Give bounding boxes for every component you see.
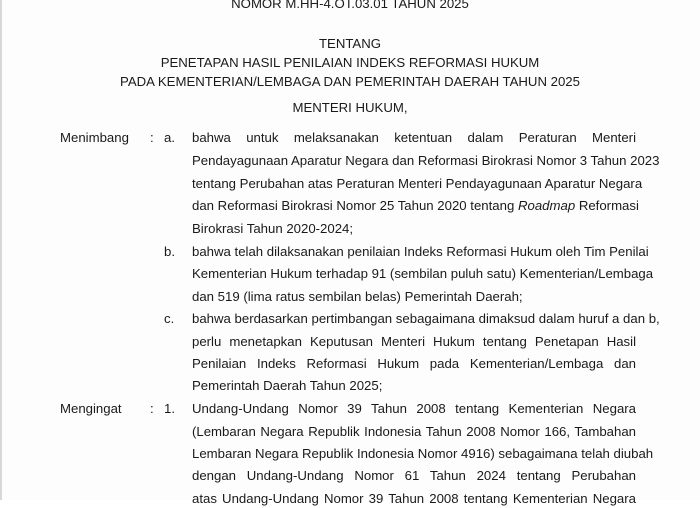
- item-text-line: Pendayagunaan Aparatur Negara dan Reformasi Birokrasi Nomor 3 Tahun 2023: [192, 153, 660, 168]
- item-text-line: bahwa berdasarkan pertimbangan sebagaimana dimaksud dalam huruf a dan b,: [192, 311, 660, 326]
- item-text-line: (Lembaran Negara Republik Indonesia Tahun 2008 Nomor 166, Tambahan: [192, 424, 636, 439]
- item-text-line: atas Undang-Undang Nomor 39 Tahun 2008 tentang Kementerian Negara: [192, 491, 636, 506]
- item-text-line: bahwa telah dilaksanakan penilaian Indeks Reformasi Hukum oleh Tim Penilai: [192, 244, 649, 259]
- item-marker: c.: [164, 311, 175, 326]
- menimbang-colon: :: [150, 130, 154, 145]
- item-text-line: perlu menetapkan Keputusan Menteri Hukum tentang Penetapan Hasil: [192, 334, 636, 349]
- item-text-line: dan 519 (lima ratus sembilan belas) Pemerintah Daerah;: [192, 289, 523, 304]
- item-text-line: Undang-Undang Nomor 39 Tahun 2008 tentang Kementerian Negara: [192, 401, 636, 416]
- item-text-line: Kementerian Hukum terhadap 91 (sembilan puluh satu) Kementerian/Lembaga: [192, 266, 654, 281]
- item-text-line: Penilaian Indeks Reformasi Hukum pada Kementerian/Lembaga dan: [192, 356, 636, 371]
- decree-number: NOMOR M.HH-4.OT.03.01 TAHUN 2025: [231, 0, 469, 11]
- item-text-line: Pemerintah Daerah Tahun 2025;: [192, 378, 383, 393]
- item-text-line: dengan Undang-Undang Nomor 61 Tahun 2024 tentang Perubahan: [192, 468, 636, 483]
- item-text-line: Lembaran Negara Republik Indonesia Nomor 4916) sebagaimana telah diubah: [192, 446, 654, 461]
- decree-title-line-1: PENETAPAN HASIL PENILAIAN INDEKS REFORMASI HUKUM: [160, 55, 540, 70]
- item-marker: 1.: [164, 401, 175, 416]
- item-text-line: tentang Perubahan atas Peraturan Menteri Pendayagunaan Aparatur Negara: [192, 176, 643, 191]
- item-text-line-with-italic: [192, 197, 639, 215]
- item-text-segment: dan Reformasi Birokrasi Nomor 25 Tahun 2020 tentang: [192, 198, 518, 213]
- decree-title-line-2: PADA KEMENTERIAN/LEMBAGA DAN PEMERINTAH DAERAH TAHUN 2025: [120, 74, 580, 89]
- italic-term-roadmap: Roadmap: [517, 198, 576, 213]
- menimbang-label: Menimbang: [60, 130, 129, 145]
- issuer-heading: MENTERI HUKUM,: [292, 100, 408, 115]
- mengingat-colon: :: [150, 401, 154, 416]
- item-marker: b.: [164, 244, 175, 259]
- item-text-segment: Reformasi: [575, 198, 639, 213]
- item-text-line: Birokrasi Tahun 2020-2024;: [192, 221, 354, 236]
- item-marker: a.: [164, 130, 175, 145]
- item-text-line: bahwa untuk melaksanakan ketentuan dalam Peraturan Menteri: [192, 130, 636, 145]
- tentang-heading: TENTANG: [318, 36, 382, 51]
- mengingat-label: Mengingat: [60, 401, 122, 416]
